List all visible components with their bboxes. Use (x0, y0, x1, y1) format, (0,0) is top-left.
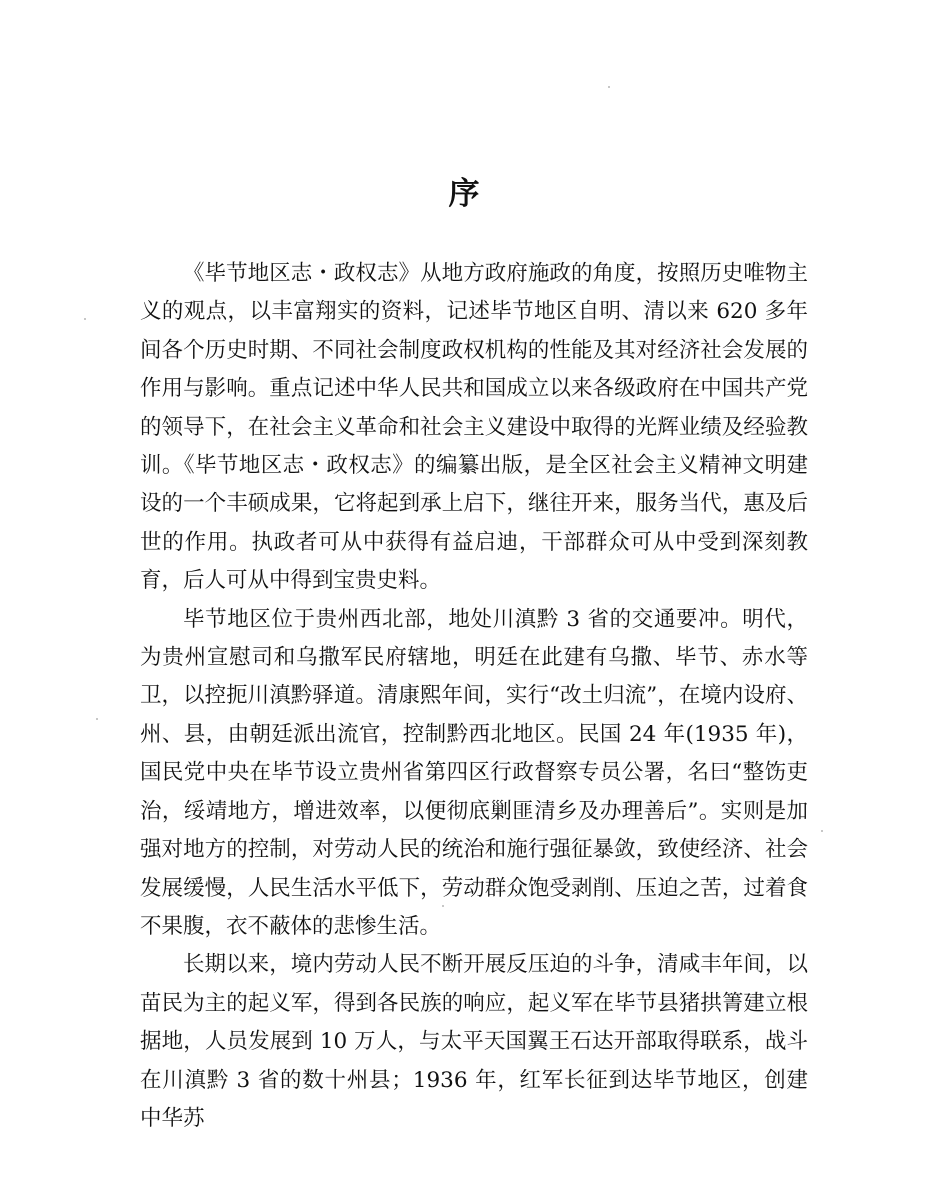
body-text (140, 255, 808, 1138)
scan-speck (84, 318, 86, 320)
paragraph-1: 《毕节地区志・政权志》从地方政府施政的角度，按照历史唯物主义的观点，以丰富翔实的资料，记述毕节地区自明、清以来 620 多年间各个历史时期、不同社会制度政权机构的性能及其对经济社会发展的作用与影响。重点记述中华人民共和国成立以来各级政府在中国共产党的领导下，在社会主义革命和社会主义建设中取得的光辉业绩及经验教训。《毕节地区志・政权志》的编纂出版，是全区社会主义精神文明建设的一个丰硕成果，它将起到承上启下，继往开来，服务当代，惠及后世的作用。执政者可从中获得有益启迪，干部群众可从中受到深刻教育，后人可从中得到宝贵史料。 (140, 261, 808, 594)
paragraph-2: 毕节地区位于贵州西北部，地处川滇黔 3 省的交通要冲。明代，为贵州宣慰司和乌撒军民府辖地，明廷在此建有乌撒、毕节、赤水等卫，以控扼川滇黔驿道。清康熙年间，实行“改土归流”，在境内设府、州、县，由朝廷派出流官，控制黔西北地区。民国 24 年(1935 年)，国民党中央在毕节设立贵州省第四区行政督察专员公署，名曰“整饬吏治，绥靖地方，增进效率，以便彻底剿匪清乡及办理善后”。实则是加强对地方的控制，对劳动人民的统治和施行强征暴敛，致使经济、社会发展缓慢，人民生活水平低下，劳动群众饱受剥削、压迫之苦，过着食不果腹，衣不蔽体的悲惨生活。 (140, 606, 808, 939)
scan-speck (821, 830, 823, 832)
scan-speck (96, 718, 98, 720)
scan-speck (442, 905, 444, 907)
page-title: 序 (448, 176, 482, 212)
paragraph-3: 长期以来，境内劳动人民不断开展反压迫的斗争，清咸丰年间，以苗民为主的起义军，得到各民族的响应，起义军在毕节县猪拱箐建立根据地，人员发展到 10 万人，与太平天国翼王石达开部取得联系，战斗在川滇黔 3 省的数十州县；1936 年，红军长征到达毕节地区，创建中华苏 (140, 952, 808, 1131)
scan-speck (608, 86, 610, 88)
